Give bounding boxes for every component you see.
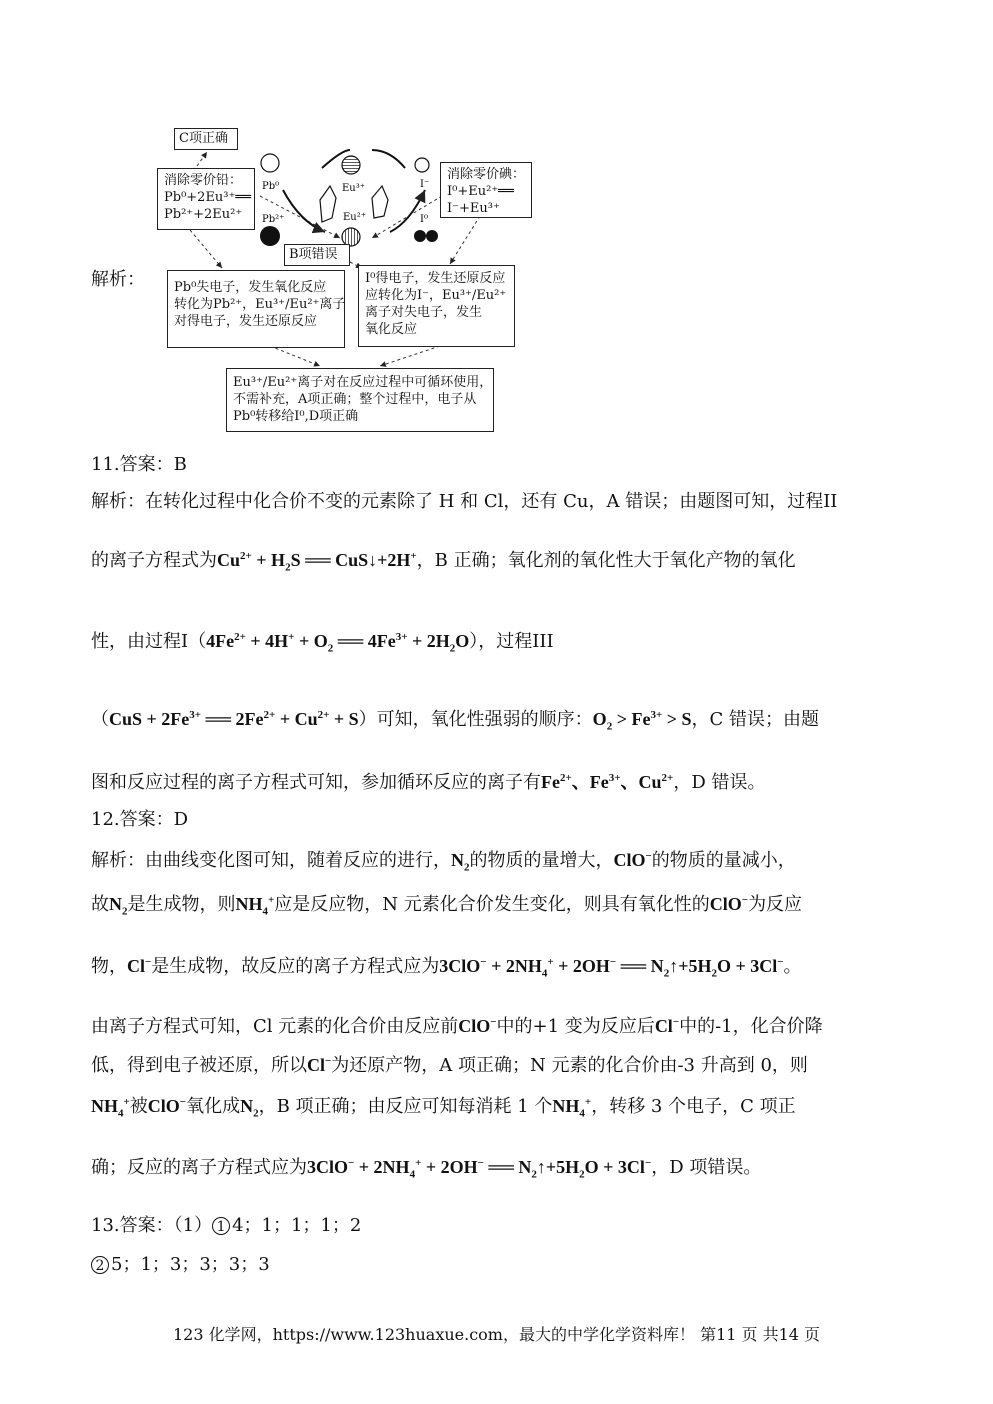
q11-line5: 图和反应过程的离子方程式可知，参加循环反应的离子有$Fe^{2+}$、$Fe^{3+}$、$Cu^{2+}$，D 错误。: [91, 772, 766, 793]
pb0-label: Pb⁰: [262, 181, 280, 192]
q11-line1: 解析：在转化过程中化合价不变的元素除了 H 和 Cl，还有 Cu，A 错误；由题图可知，过程II: [91, 491, 838, 512]
q13-line1: 13.答案：（1） 1 4；1；1；1；2: [91, 1215, 362, 1236]
i-minus-label: I⁻: [420, 179, 430, 190]
q12-line7: 确；反应的离子方程式应为$3ClO^- + 2NH_4^+ + 2OH^-$ ══ $N_2↑+5H_2O + 3Cl^-$，D 项错误。: [91, 1157, 762, 1181]
right-equation-box: 消除零价碘： I⁰+Eu²⁺══ I⁻+Eu³⁺: [440, 162, 532, 218]
q13-line2: 2 5；1；3；3；3；3: [91, 1253, 270, 1277]
right-explain-box: I⁰得电子，发生还原反应 应转化为I⁻，Eu³⁺/Eu²⁺ 离子对失电子，发生 氧化反应: [358, 265, 515, 347]
q11-line4: （$CuS + 2Fe^{3+}$ ══ $2Fe^{2+} + Cu^{2+} + S$）可知，氧化性强弱的顺序：$O_2 > Fe^{3+} > S$，C 错误；由题: [91, 709, 819, 733]
i-minus-sphere: [415, 158, 429, 172]
right-creature-icon: [372, 186, 388, 218]
q12-line6: $NH_4^+$被ClO−氧化成$N_2$，B 项正确；由反应可知每消耗 1 个$NH_4^+$，转移 3 个电子，C 项正: [91, 1096, 796, 1120]
pb2-label: Pb²⁺: [262, 214, 285, 225]
q12-line1: 解析：由曲线变化图可知，随着反应的进行，$N_2$的物质的量增大，ClO−的物质的量减小，: [91, 850, 796, 874]
q11-answer: 11.答案：B: [91, 454, 187, 475]
q12-answer: 12.答案：D: [91, 809, 189, 830]
q11-line3: 性，由过程$I(4Fe^{2+} + 4H^+ + O_2$ ══ $4Fe^{3+} + 2H_2O$），过程III: [91, 631, 554, 655]
formula-cus-fe3: CuS + $2Fe^{3+}$ ══ $2Fe^{2+} + Cu^{2+} + S$: [109, 709, 359, 729]
left-creature-icon: [320, 186, 336, 222]
pb2-sphere: [260, 226, 280, 246]
q12-line2: 故$N_2$是生成物，则$NH_4^+$应是反应物，N 元素化合价发生变化，则具有氧化性的ClO−为反应: [91, 894, 803, 918]
i0-sphere-b: [426, 230, 438, 242]
b-wrong-box: B项错误: [284, 244, 350, 266]
i0-sphere-a: [414, 230, 426, 242]
circled-number-1: 1: [212, 1217, 230, 1235]
circled-number-2: 2: [91, 1256, 109, 1274]
q12-line3: 物，Cl−是生成物，故反应的离子方程式应为$3ClO^- + 2NH_4^+ + 2OH^-$ ══ $N_2↑+5H_2O + 3Cl^-$。: [91, 956, 802, 980]
eu3-sphere: [342, 156, 360, 174]
eu2-label: Eu²⁺: [343, 212, 367, 223]
formula-clo-nh4-repeat: $3ClO^- + 2NH_4^+ + 2OH^-$ ══ $N_2↑+5H_2O + 3Cl^-$: [307, 1157, 652, 1181]
i0-label: I⁰: [420, 214, 428, 225]
formula-cycle-ions: $Fe^{2+}$、$Fe^{3+}$、$Cu^{2+}$: [541, 772, 674, 792]
q12-line5: 低，得到电子被还原，所以Cl−为还原产物，A 项正确；N 元素的化合价由-3 升高到 0，则: [91, 1055, 808, 1076]
page-footer: 123 化学网，https://www.123huaxue.com，最大的中学化学资料库！ 第11 页 共14 页: [172, 1325, 821, 1344]
formula-cu-h2s: $Cu^{2+} + H_2S$ ══ CuS↓+2H+: [217, 550, 417, 574]
intro-label: 解析：: [91, 269, 145, 290]
pb0-sphere: [261, 154, 279, 172]
left-explain-box: Pb⁰失电子，发生氧化反应 转化为Pb²⁺，Eu³⁺/Eu²⁺离子 对得电子，发生还原反应: [167, 270, 345, 348]
diagram-graphics: [0, 0, 993, 440]
left-equation-box: 消除零价铅： Pb⁰+2Eu³⁺══ Pb²⁺+2Eu²⁺: [157, 168, 255, 230]
formula-oxidizer-order: $O_2 > Fe^{3+} > S$: [592, 709, 692, 733]
q11-line2: 的离子方程式为$Cu^{2+} + H_2S$ ══ CuS↓+2H+，B 正确；氧化剂的氧化性大于氧化产物的氧化: [91, 550, 796, 574]
formula-clo-nh4: $3ClO^- + 2NH_4^+ + 2OH^-$ ══ $N_2↑+5H_2O + 3Cl^-$: [439, 956, 784, 980]
eu3-label: Eu³⁺: [342, 183, 366, 194]
formula-fe-oxidation: $4Fe^{2+} + 4H^+ + O_2$ ══ $4Fe^{3+} + 2H_2O$: [206, 631, 470, 655]
c-correct-box: C项正确: [174, 128, 238, 150]
q12-line4: 由离子方程式可知，Cl 元素的化合价由反应前ClO−中的+1 变为反应后Cl−中的-1，化合价降: [91, 1016, 823, 1037]
bottom-summary-box: Eu³⁺/Eu²⁺离子对在反应过程中可循环使用， 不需补充，A项正确；整个过程中，电子从 Pb⁰转移给I⁰,D项正确: [226, 368, 494, 432]
